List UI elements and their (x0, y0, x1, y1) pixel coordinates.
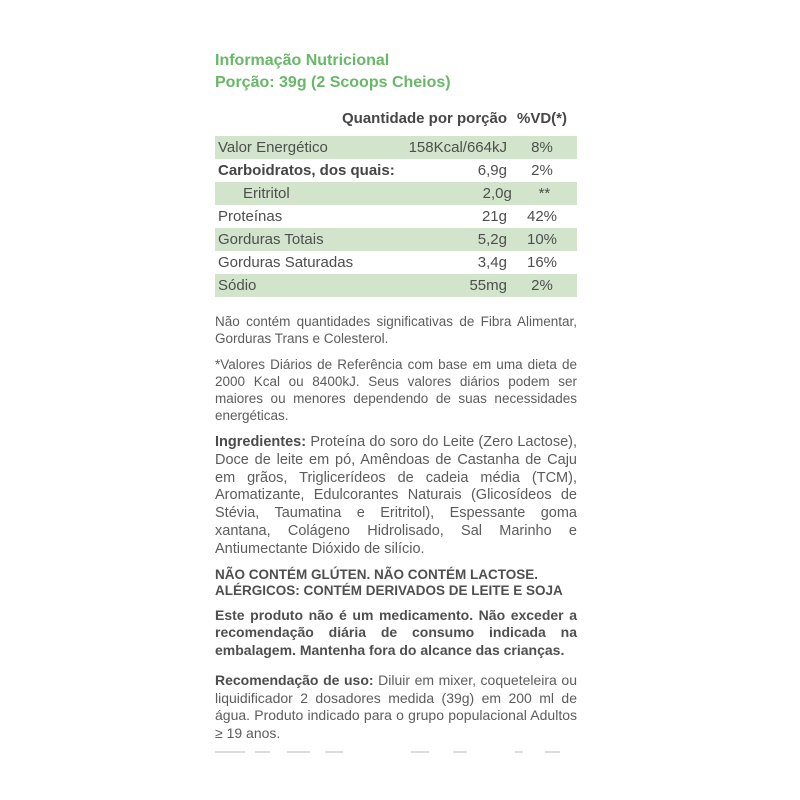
allergen-statements (215, 567, 577, 600)
nutrient-quantity: 21g (481, 208, 507, 225)
nutrition-label (215, 50, 577, 756)
note-daily-values-reference: *Valores Diários de Referência com base em uma dieta de 2000 Kcal ou 8400kJ. Seus valores diários podem ser maiores ou menores dependendo de suas necessidades energéticas. (215, 357, 577, 423)
table-row (215, 182, 577, 205)
nutrient-vd: 42% (526, 208, 558, 225)
nutrient-quantity: 2,0g (482, 185, 512, 202)
note-no-significant-amounts: Não contém quantidades significativas de Fibra Alimentar, Gorduras Trans e Colesterol. (215, 314, 577, 346)
nutrient-quantity: 158Kcal/664kJ (408, 139, 507, 156)
nutrient-name: Gorduras Saturadas (218, 254, 354, 271)
usage-label: Recomendação de uso: (215, 672, 374, 689)
table-row (215, 251, 577, 274)
ingredients-label: Ingredientes: (215, 434, 307, 450)
nutrient-vd: 8% (531, 139, 553, 156)
nutrient-vd: ** (538, 185, 551, 202)
column-header-quantity: Quantidade por porção (341, 110, 507, 127)
nutrient-vd: 16% (526, 254, 558, 271)
nutrient-name: Carboidratos, dos quais: (218, 162, 395, 179)
table-row (215, 205, 577, 228)
nutrient-vd: 2% (531, 277, 553, 294)
label-serving-size: Porção: 39g (2 Scoops Cheios) (215, 74, 451, 91)
nutrient-name: Valor Energético (218, 139, 328, 156)
ingredients-paragraph (215, 434, 577, 559)
usage-recommendation-paragraph (215, 672, 577, 742)
nutrient-name: Gorduras Totais (218, 231, 324, 248)
nutrient-vd: 2% (531, 162, 553, 179)
table-row (215, 159, 577, 182)
nutrient-quantity: 6,9g (477, 162, 507, 179)
label-title-line1: Informação Nutricional (215, 52, 390, 69)
nutrient-name: Sódio (218, 277, 257, 294)
nutrient-name: Eritritol (243, 185, 290, 202)
truncated-text-fragment (215, 751, 577, 756)
allergen-derivatives-statement: ALÉRGICOS: CONTÉM DERIVADOS DE LEITE E SOJA (215, 583, 563, 599)
column-header-vd: %VD(*) (516, 110, 567, 127)
table-row (215, 228, 577, 251)
ingredients-text: Proteína do soro do Leite (Zero Lactose), Doce de leite em pó, Amêndoas de Castanha de Caju em grãos, Triglicerídeos de cadeia média (TCM), Aromatizante, Edulcorantes Naturais (Glicosídeos de Stévia, Taumatina e Eritritol), Espessante goma xantana, Colágeno Hidrolisado, Sal Marinho e Antiumectante Dióxido de silício. (215, 434, 577, 557)
nutrient-quantity: 55mg (469, 277, 507, 294)
nutrition-table-header (215, 110, 577, 128)
nutrition-table (215, 136, 577, 297)
nutrient-quantity: 5,2g (477, 231, 507, 248)
usage-text: Diluir em mixer, coqueteleira ou liquidificador 2 dosadores medida (39g) em 200 ml de água. Produto indicado para o grupo populacional Adultos ≥ 19 anos. (215, 672, 577, 741)
gluten-lactose-statement: NÃO CONTÉM GLÚTEN. NÃO CONTÉM LACTOSE. (215, 566, 538, 582)
nutrient-vd: 10% (526, 231, 558, 248)
nutrient-name: Proteínas (218, 208, 283, 225)
warning-paragraph: Este produto não é um medicamento. Não exceder a recomendação diária de consumo indicada na embalagem. Mantenha fora do alcance das crianças. (215, 606, 577, 658)
table-row (215, 274, 577, 297)
table-row (215, 136, 577, 159)
label-title (215, 50, 577, 94)
nutrient-quantity: 3,4g (477, 254, 507, 271)
